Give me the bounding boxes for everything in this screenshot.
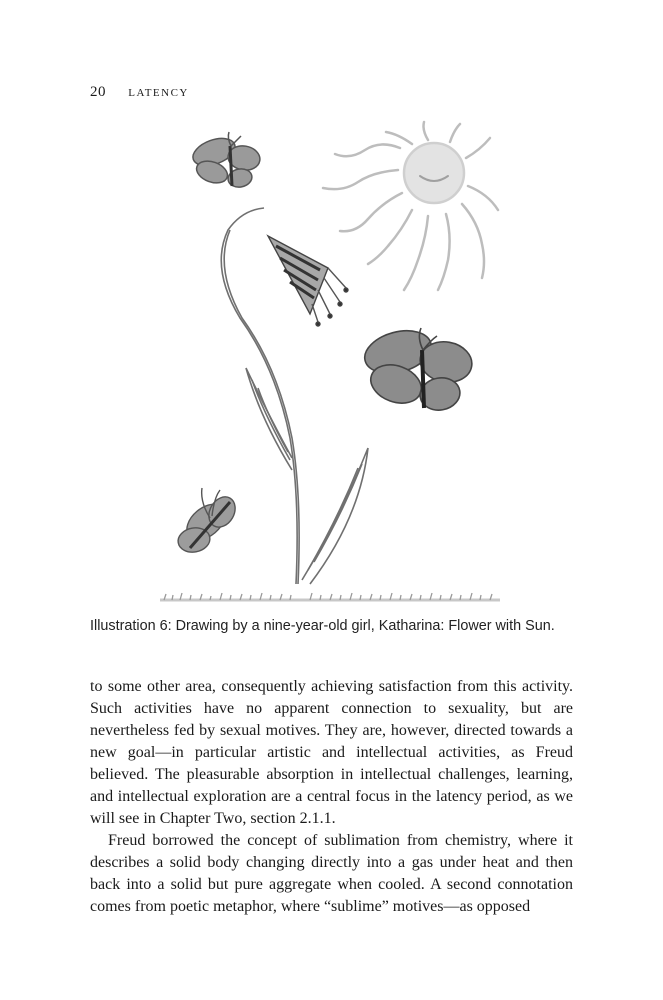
section-title: LATENCY [128, 87, 189, 99]
butterfly-bottom [176, 488, 240, 555]
butterfly-top [189, 132, 262, 189]
flower-head [268, 236, 348, 326]
running-head [90, 84, 189, 101]
flower-with-sun-drawing [150, 118, 510, 610]
ground [160, 593, 500, 600]
butterfly-large [360, 324, 475, 413]
sun [323, 122, 498, 290]
page-number: 20 [90, 84, 106, 100]
figure-caption: Illustration 6: Drawing by a nine-year-old girl, Katharina: Flower with Sun. [90, 618, 555, 634]
body-text [90, 676, 573, 918]
paragraph: to some other area, consequently achieving satisfaction from this activity. Such activities have no apparent connection to sexuality, but are nevertheless fed by sexual motives. They are, however, directed towards a new goal—in particular artistic and intellectual activities, as Freud believed. The pleasurable absorption in intellectual challenges, learning, and intellectual exploration are a central focus in the latency period, as we will see in Chapter Two, section 2.1.1. [90, 678, 573, 827]
paragraph: Freud borrowed the concept of sublimation from chemistry, where it describes a solid body changing directly into a gas under heat and then back into a solid but pure aggregate when cooled. A second connotation comes from poetic metaphor, where “sublime” motives—as opposed [90, 832, 573, 915]
